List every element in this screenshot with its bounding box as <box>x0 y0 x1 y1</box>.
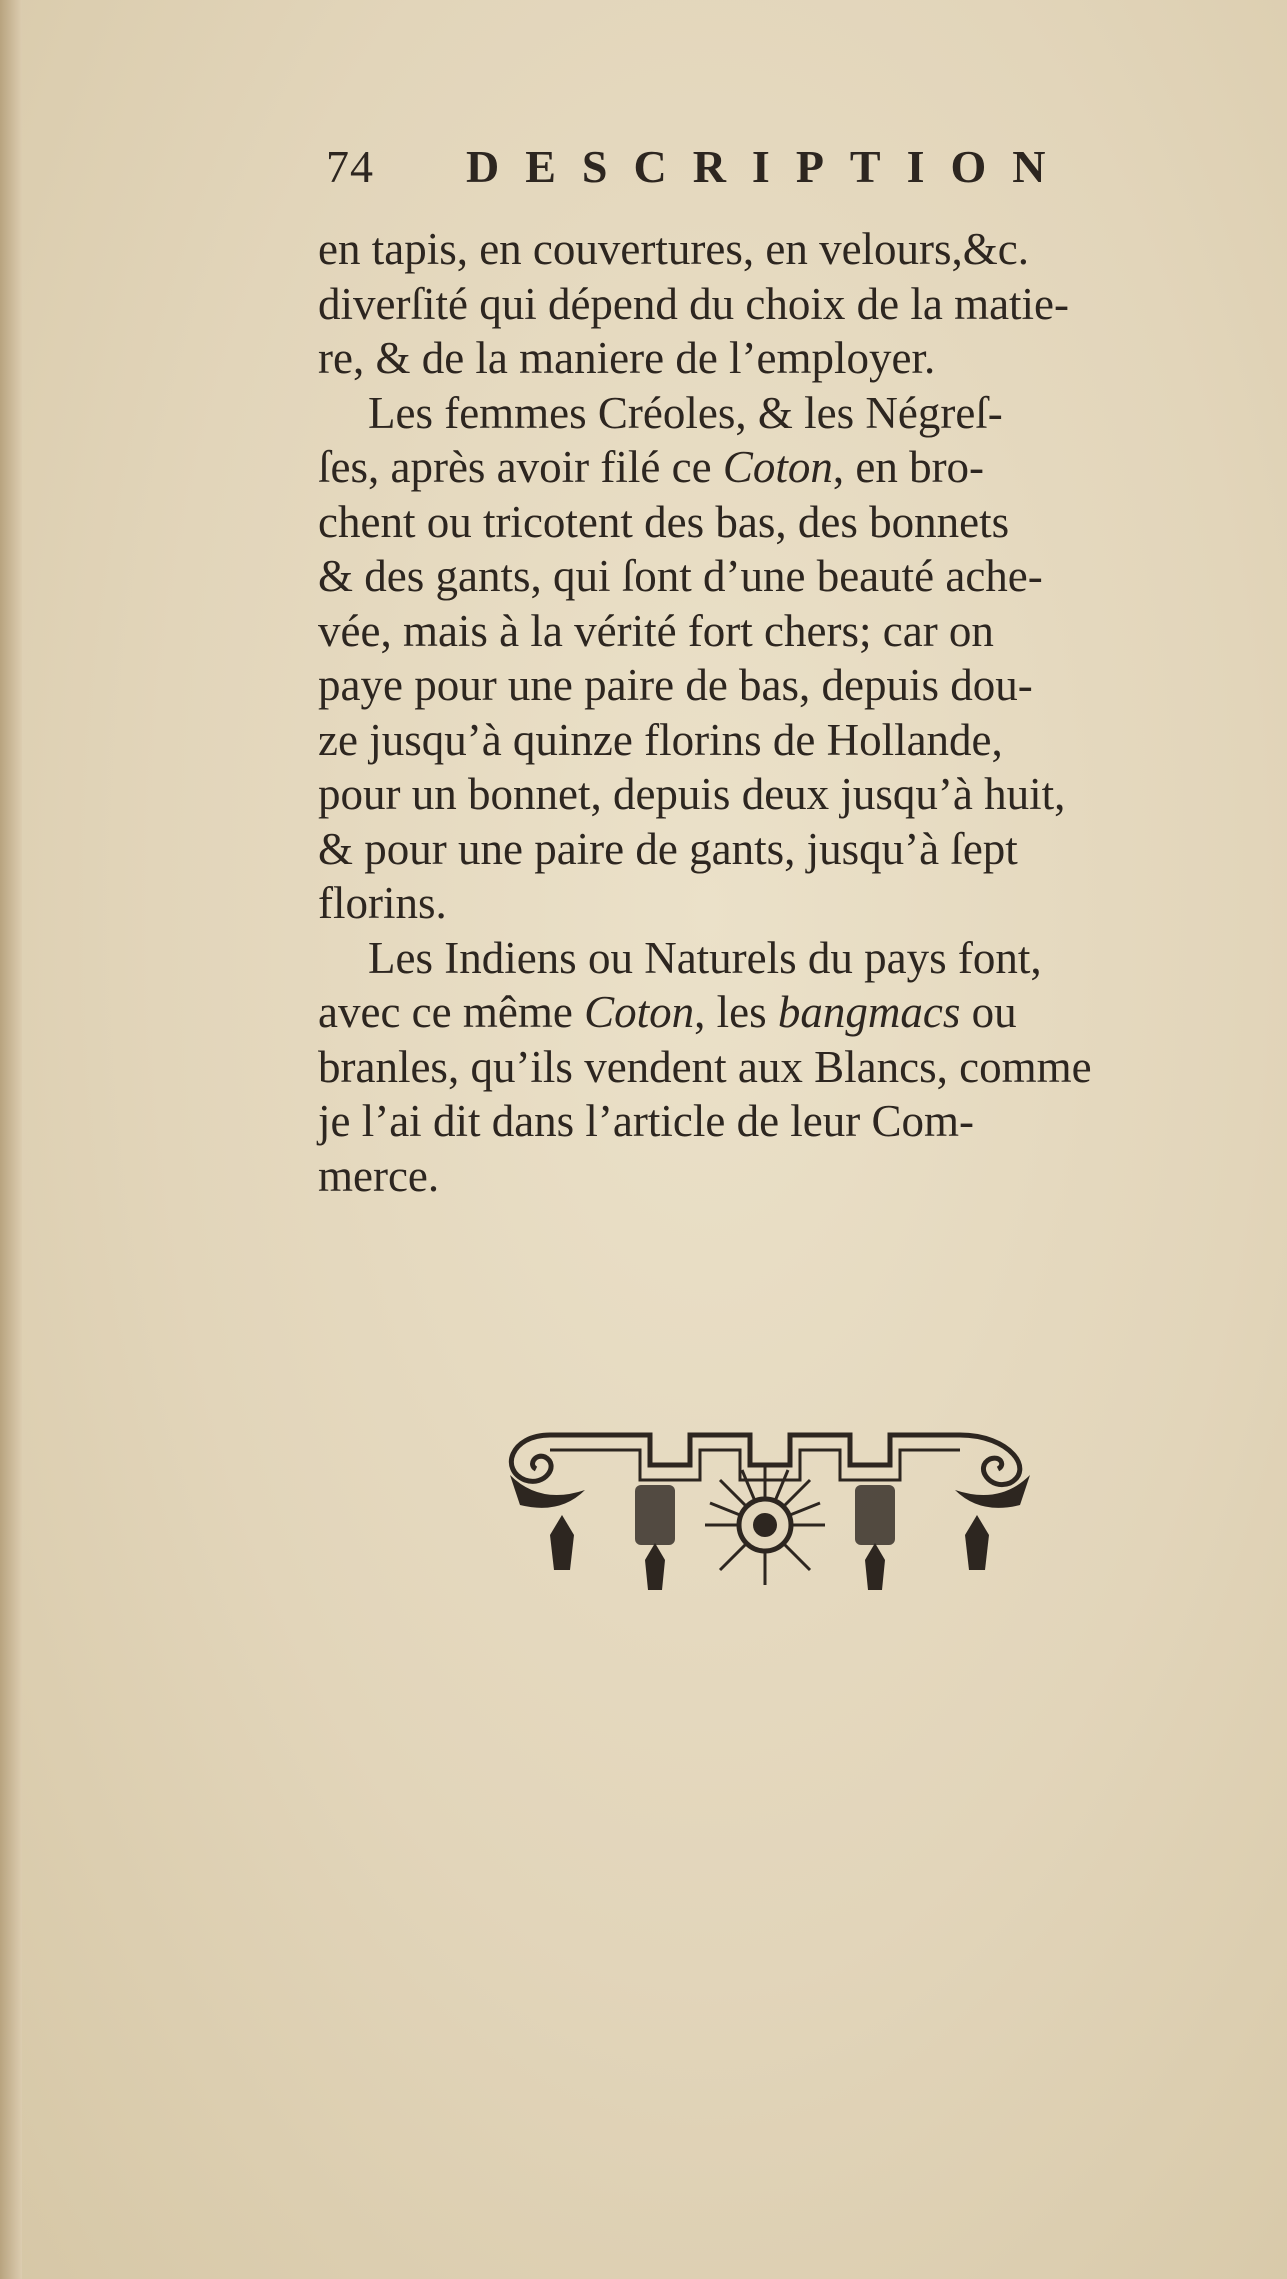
text-line: & pour une paire de gants, jusqu’à ſept <box>318 823 1018 874</box>
page-number: 74 <box>326 141 374 192</box>
text-line: diverſité qui dépend du choix de la matie- <box>318 278 1070 329</box>
tailpiece-ornament-icon <box>490 1395 1050 1615</box>
text-line: en tapis, en couvertures, en velours,&c. <box>318 224 1030 274</box>
text-line: branles, qu’ils vendent aux Blancs, comme <box>318 1041 1092 1092</box>
text-line: pour un bonnet, depuis deux jusqu’à huit, <box>318 769 1066 819</box>
italic-word: Coton <box>584 987 695 1037</box>
text-segment: , en bro- <box>832 442 985 492</box>
page-header <box>326 140 1106 210</box>
text-line: je l’ai dit dans l’article de leur Com- <box>318 1096 975 1146</box>
text-line: merce. <box>318 1150 440 1201</box>
text-segment: ou <box>960 987 1017 1037</box>
text-line: vée, mais à la vérité fort chers; car on <box>318 605 994 656</box>
text-line: ze jusqu’à quinze florins de Hollande, <box>318 714 1003 765</box>
text-line: Les femmes Créoles, & les Négreſ- <box>368 387 1003 438</box>
text-segment: ſes, après avoir filé ce <box>318 442 712 492</box>
text-line: florins. <box>318 878 447 928</box>
text-line <box>318 985 1238 1040</box>
text-line: Les Indiens ou Naturels du pays font, <box>368 932 1042 983</box>
text-line: re, & de la maniere de l’employer. <box>318 333 936 383</box>
text-segment: , les <box>694 987 767 1037</box>
text-segment: avec ce même <box>318 987 573 1037</box>
page-gutter <box>0 0 22 2279</box>
body-text <box>318 222 1238 1203</box>
italic-word: bangmacs <box>777 987 961 1037</box>
text-line <box>318 440 1238 495</box>
text-line: chent ou tricotent des bas, des bonnets <box>318 496 1010 547</box>
text-line: paye pour une paire de bas, depuis dou- <box>318 660 1033 710</box>
running-title: DESCRIPTION <box>466 141 1072 192</box>
italic-word: Coton <box>722 442 833 492</box>
text-line: & des gants, qui ſont d’une beauté ache- <box>318 551 1043 601</box>
